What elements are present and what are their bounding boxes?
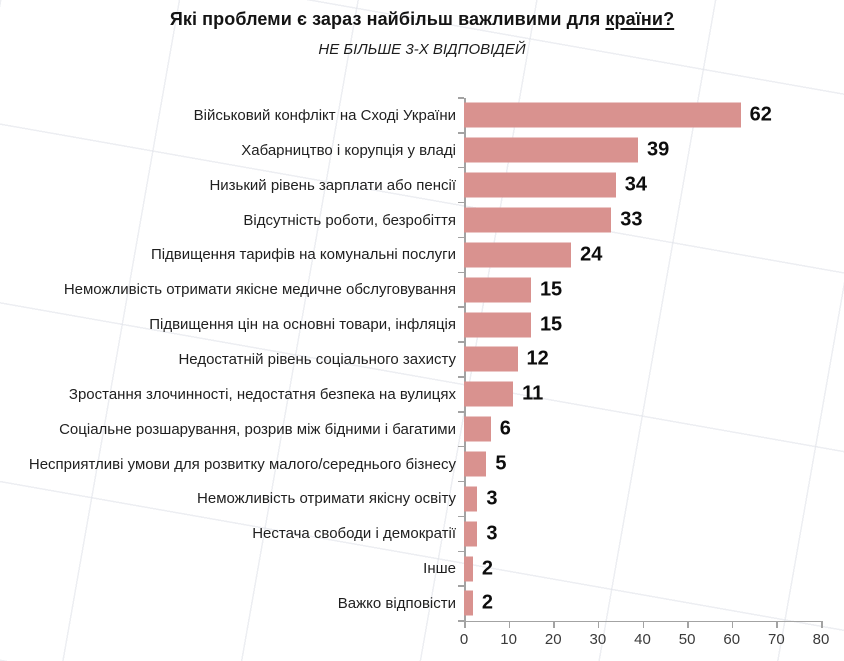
bar — [464, 312, 531, 337]
bar — [464, 452, 486, 477]
bar — [464, 486, 477, 511]
bar — [464, 591, 473, 616]
bar — [464, 277, 531, 302]
y-axis-tick — [458, 516, 464, 518]
bar — [464, 556, 473, 581]
chart-subtitle: НЕ БІЛЬШЕ 3-Х ВІДПОВІДЕЙ — [318, 41, 526, 58]
chart-rows — [0, 98, 844, 621]
category-label: Військовий конфлікт на Сході України — [193, 106, 456, 124]
x-axis-tick-label: 0 — [459, 630, 469, 648]
x-axis-tick — [553, 622, 555, 628]
bar-chart — [0, 98, 844, 651]
x-axis-tick-label: 70 — [768, 630, 785, 648]
x-axis-tick — [509, 622, 511, 628]
category-label: Хабарництво і корупція у владі — [241, 141, 456, 159]
category-label: Важко відповісти — [337, 594, 456, 612]
x-axis-tick — [776, 622, 778, 628]
chart-row — [0, 447, 844, 482]
chart-title-underlined-word: країни? — [605, 9, 675, 29]
category-label: Неможливість отримати якісне медичне обслуговування — [63, 281, 456, 299]
x-axis-tick-label: 40 — [634, 630, 651, 648]
bar-track — [464, 272, 821, 307]
category-label: Нестача свободи і демократії — [252, 525, 456, 543]
value-label: 11 — [522, 382, 544, 405]
y-axis-tick — [458, 306, 464, 308]
bar — [464, 242, 571, 267]
y-axis-tick — [458, 97, 464, 99]
value-label: 2 — [481, 591, 494, 614]
x-axis-tick — [821, 622, 823, 628]
category-label: Відсутність роботи, безробіття — [243, 211, 456, 229]
y-axis-tick — [458, 272, 464, 274]
category-label: Інше — [423, 560, 456, 578]
category-label: Низький рівень зарплати або пенсії — [209, 176, 456, 194]
bar-track — [464, 447, 821, 482]
value-label: 12 — [526, 347, 549, 370]
bar-track — [464, 481, 821, 516]
chart-row — [0, 342, 844, 377]
x-axis-tick — [687, 622, 689, 628]
chart-header — [0, 0, 844, 58]
y-axis-tick — [458, 341, 464, 343]
x-axis-tick — [643, 622, 645, 628]
y-axis-tick — [458, 132, 464, 134]
value-label: 24 — [580, 243, 603, 266]
category-label: Неможливість отримати якісну освіту — [197, 490, 456, 508]
value-label: 62 — [749, 103, 772, 126]
chart-row — [0, 272, 844, 307]
value-label: 33 — [620, 208, 643, 231]
x-axis-tick — [464, 622, 466, 628]
category-label: Зростання злочинності, недостатня безпека на вулицях — [68, 385, 456, 403]
bar — [464, 382, 513, 407]
chart-row — [0, 481, 844, 516]
x-axis-tick — [598, 622, 600, 628]
y-axis-tick — [458, 446, 464, 448]
value-label: 6 — [499, 417, 511, 440]
chart-row — [0, 307, 844, 342]
y-axis-tick — [458, 202, 464, 204]
category-label: Несприятливі умови для розвитку малого/середнього бізнесу — [28, 455, 456, 473]
y-axis-tick — [458, 551, 464, 553]
x-axis — [459, 621, 830, 651]
value-label: 2 — [481, 557, 494, 580]
chart-row — [0, 586, 844, 621]
value-label: 39 — [647, 138, 670, 161]
x-axis-tick-label: 60 — [723, 630, 741, 648]
chart-row — [0, 377, 844, 412]
bar-track — [464, 307, 821, 342]
bar-track — [464, 133, 821, 168]
bar-track — [464, 237, 821, 272]
x-axis-tick — [732, 622, 734, 628]
bar-track — [464, 203, 821, 238]
y-axis-tick — [458, 585, 464, 587]
y-axis-tick — [458, 411, 464, 413]
bar — [464, 138, 638, 163]
value-label: 34 — [624, 173, 647, 196]
value-label: 3 — [486, 522, 498, 545]
x-axis-tick-label: 80 — [812, 630, 830, 648]
bar — [464, 208, 611, 233]
category-label: Недостатній рівень соціального захисту — [178, 350, 456, 368]
bar — [464, 347, 518, 372]
y-axis-tick — [458, 481, 464, 483]
chart-row — [0, 98, 844, 133]
category-label: Підвищення цін на основні товари, інфляція — [149, 316, 456, 334]
chart-title-text: Які проблеми є зараз найбільш важливими для — [169, 9, 606, 29]
chart-title — [0, 9, 844, 30]
chart-row — [0, 551, 844, 586]
bar-track — [464, 551, 821, 586]
chart-row — [0, 412, 844, 447]
bar — [464, 417, 491, 442]
bar-track — [464, 168, 821, 203]
value-label: 15 — [539, 313, 563, 336]
chart-row — [0, 133, 844, 168]
chart-row — [0, 168, 844, 203]
y-axis-tick — [458, 376, 464, 378]
x-axis-tick-label: 20 — [544, 630, 562, 648]
y-axis-tick — [458, 167, 464, 169]
y-axis-tick — [458, 237, 464, 239]
value-label: 15 — [539, 278, 563, 301]
bar — [464, 521, 477, 546]
chart-row — [0, 237, 844, 272]
x-axis-tick-label: 10 — [500, 630, 517, 648]
bar — [464, 103, 741, 128]
value-label: 5 — [495, 452, 507, 475]
bar — [464, 173, 616, 198]
bar-track — [464, 412, 821, 447]
x-axis-tick-label: 30 — [589, 630, 607, 648]
bar-track — [464, 98, 821, 133]
bar-track — [464, 377, 821, 412]
bar-track — [464, 342, 821, 377]
category-label: Соціальне розшарування, розрив між бідними і багатими — [59, 420, 456, 438]
value-label: 3 — [486, 487, 498, 510]
bar-track — [464, 516, 821, 551]
bar-track — [464, 586, 821, 621]
x-axis-tick-label: 50 — [678, 630, 696, 648]
chart-row — [0, 203, 844, 238]
category-label: Підвищення тарифів на комунальні послуги — [150, 246, 456, 264]
chart-row — [0, 516, 844, 551]
